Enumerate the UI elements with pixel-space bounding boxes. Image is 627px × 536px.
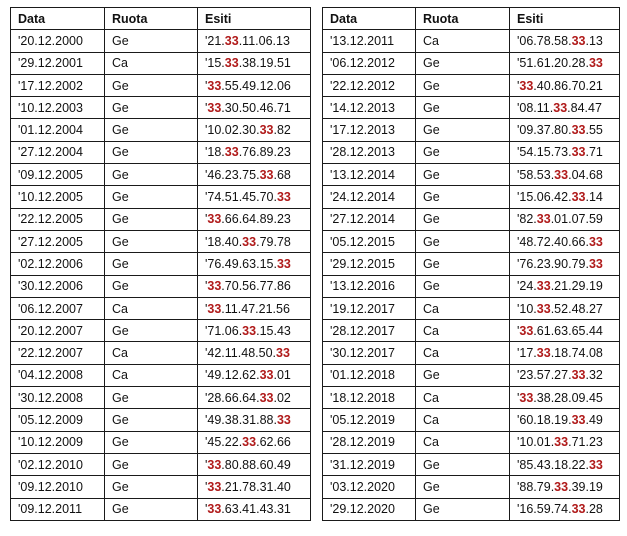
result-cell: '33.30.50.46.71 [198,97,311,119]
table-row [11,342,311,364]
date-cell: '17.12.2002 [11,74,105,96]
highlighted-number: 33 [588,56,603,71]
date-cell: '28.12.2013 [323,141,416,163]
table-row [323,164,620,186]
result-cell: '15.33.38.19.51 [198,52,311,74]
date-cell: '13.12.2016 [323,275,416,297]
date-cell: '22.12.2007 [11,342,105,364]
result-cell: '33.70.56.77.86 [198,275,311,297]
table-row [323,364,620,386]
highlighted-number: 33 [588,457,603,472]
highlighted-number: 33 [242,435,257,450]
wheel-cell: Ge [416,476,510,498]
highlighted-number: 33 [571,368,586,383]
date-cell: '30.12.2017 [323,342,416,364]
highlighted-number: 33 [259,167,274,182]
date-cell: '29.12.2020 [323,498,416,520]
result-cell: '24.33.21.29.19 [510,275,620,297]
table-row [323,409,620,431]
wheel-cell: Ge [105,498,198,520]
result-cell: '33.38.28.09.45 [510,387,620,409]
wheel-cell: Ge [416,52,510,74]
wheel-cell: Ge [105,387,198,409]
result-cell: '28.66.64.33.02 [198,387,311,409]
table-row [323,119,620,141]
date-cell: '14.12.2013 [323,97,416,119]
highlighted-number: 33 [276,346,290,361]
highlighted-number: 33 [588,256,603,271]
highlighted-number: 33 [519,390,534,405]
table-row [323,230,620,252]
wheel-cell: Ge [416,498,510,520]
table-row [323,498,620,520]
table-row [323,342,620,364]
table-row [11,409,311,431]
table-row [11,387,311,409]
table-row [11,453,311,475]
date-cell: '02.12.2010 [11,453,105,475]
wheel-cell: Ge [105,275,198,297]
wheel-cell: Ge [105,74,198,96]
date-cell: '06.12.2012 [323,52,416,74]
result-cell: '06.78.58.33.13 [510,30,620,52]
date-cell: '06.12.2007 [11,297,105,319]
result-cell: '54.15.73.33.71 [510,141,620,163]
result-cell: '10.33.52.48.27 [510,297,620,319]
wheel-cell: Ca [416,297,510,319]
highlighted-number: 33 [224,33,239,48]
date-cell: '17.12.2013 [323,119,416,141]
wheel-cell: Ge [416,97,510,119]
date-cell: '09.12.2010 [11,476,105,498]
wheel-cell: Ge [416,141,510,163]
highlighted-number: 33 [207,502,222,517]
result-cell: '49.12.62.33.01 [198,364,311,386]
result-cell: '33.80.88.60.49 [198,453,311,475]
date-cell: '05.12.2015 [323,230,416,252]
table-row [11,320,311,342]
lotto-table-right [322,7,620,521]
result-cell: '85.43.18.22.33 [510,453,620,475]
result-cell: '33.63.41.43.31 [198,498,311,520]
table-row [11,164,311,186]
result-cell: '10.01.33.71.23 [510,431,620,453]
date-cell: '04.12.2008 [11,364,105,386]
header-results: Esiti [198,8,311,30]
table-row [323,30,620,52]
date-cell: '27.12.2004 [11,141,105,163]
table-row [323,476,620,498]
result-cell: '42.11.48.50.33 [198,342,311,364]
result-cell: '46.23.75.33.68 [198,164,311,186]
wheel-cell: Ge [416,164,510,186]
highlighted-number: 33 [276,256,291,271]
result-cell: '33.21.78.31.40 [198,476,311,498]
result-cell: '33.11.47.21.56 [198,297,311,319]
wheel-cell: Ge [105,409,198,431]
wheel-cell: Ge [105,431,198,453]
wheel-cell: Ge [105,119,198,141]
wheel-cell: Ge [105,186,198,208]
wheel-cell: Ca [416,387,510,409]
table-body-right [323,30,620,521]
date-cell: '20.12.2000 [11,30,105,52]
header-row [323,8,620,30]
result-cell: '21.33.11.06.13 [198,30,311,52]
table-row [323,186,620,208]
result-cell: '23.57.27.33.32 [510,364,620,386]
result-cell: '09.37.80.33.55 [510,119,620,141]
result-cell: '60.18.19.33.49 [510,409,620,431]
wheel-cell: Ge [416,230,510,252]
date-cell: '30.12.2006 [11,275,105,297]
highlighted-number: 33 [554,167,569,182]
highlighted-number: 33 [242,323,257,338]
result-cell: '15.06.42.33.14 [510,186,620,208]
table-row [323,97,620,119]
highlighted-number: 33 [571,412,586,427]
result-cell: '45.22.33.62.66 [198,431,311,453]
highlighted-number: 33 [536,212,551,227]
highlighted-number: 33 [259,390,274,405]
table-row [323,297,620,319]
highlighted-number: 33 [207,100,222,115]
wheel-cell: Ge [105,253,198,275]
wheel-cell: Ca [105,342,198,364]
date-cell: '01.12.2004 [11,119,105,141]
date-cell: '24.12.2014 [323,186,416,208]
highlighted-number: 33 [536,279,551,294]
lotto-table-left [10,7,311,521]
result-cell: '74.51.45.70.33 [198,186,311,208]
date-cell: '03.12.2020 [323,476,416,498]
date-cell: '13.12.2014 [323,164,416,186]
highlighted-number: 33 [571,123,586,138]
date-cell: '05.12.2019 [323,409,416,431]
wheel-cell: Ge [105,476,198,498]
highlighted-number: 33 [259,123,274,138]
wheel-cell: Ge [416,253,510,275]
result-cell: '76.49.63.15.33 [198,253,311,275]
wheel-cell: Ge [105,97,198,119]
result-cell: '10.02.30.33.82 [198,119,311,141]
table-row [11,186,311,208]
highlighted-number: 33 [554,435,569,450]
date-cell: '27.12.2014 [323,208,416,230]
result-cell: '76.23.90.79.33 [510,253,620,275]
table-row [323,52,620,74]
date-cell: '22.12.2012 [323,74,416,96]
table-body-left [11,30,311,521]
date-cell: '27.12.2005 [11,230,105,252]
highlighted-number: 33 [207,301,222,316]
date-cell: '29.12.2001 [11,52,105,74]
result-cell: '51.61.20.28.33 [510,52,620,74]
result-cell: '33.61.63.65.44 [510,320,620,342]
table-row [11,364,311,386]
table-row [11,275,311,297]
result-cell: '88.79.33.39.19 [510,476,620,498]
result-cell: '16.59.74.33.28 [510,498,620,520]
date-cell: '20.12.2007 [11,320,105,342]
result-cell: '82.33.01.07.59 [510,208,620,230]
date-cell: '22.12.2005 [11,208,105,230]
result-cell: '58.53.33.04.68 [510,164,620,186]
table-row [11,431,311,453]
highlighted-number: 33 [571,502,586,517]
highlighted-number: 33 [207,78,222,93]
result-cell: '17.33.18.74.08 [510,342,620,364]
date-cell: '28.12.2019 [323,431,416,453]
header-wheel: Ruota [416,8,510,30]
table-row [323,453,620,475]
table-row [323,253,620,275]
highlighted-number: 33 [588,234,603,249]
header-date: Data [11,8,105,30]
highlighted-number: 33 [207,279,222,294]
date-cell: '18.12.2018 [323,387,416,409]
highlighted-number: 33 [276,412,291,427]
wheel-cell: Ge [416,208,510,230]
wheel-cell: Ge [105,208,198,230]
table-row [11,297,311,319]
table-row [11,141,311,163]
highlighted-number: 33 [207,457,222,472]
wheel-cell: Ge [105,141,198,163]
date-cell: '13.12.2011 [323,30,416,52]
highlighted-number: 33 [519,323,534,338]
wheel-cell: Ca [416,320,510,342]
wheel-cell: Ge [416,364,510,386]
result-cell: '18.33.76.89.23 [198,141,311,163]
table-row [11,230,311,252]
wheel-cell: Ca [105,364,198,386]
highlighted-number: 33 [224,145,239,160]
header-wheel: Ruota [105,8,198,30]
highlighted-number: 33 [224,56,239,71]
highlighted-number: 33 [571,145,586,160]
wheel-cell: Ge [105,453,198,475]
table-row [11,476,311,498]
wheel-cell: Ge [105,320,198,342]
table-row [323,387,620,409]
header-row [11,8,311,30]
wheel-cell: Ge [416,119,510,141]
result-cell: '33.66.64.89.23 [198,208,311,230]
wheel-cell: Ca [105,52,198,74]
result-cell: '71.06.33.15.43 [198,320,311,342]
date-cell: '10.12.2009 [11,431,105,453]
date-cell: '28.12.2017 [323,320,416,342]
highlighted-number: 33 [536,346,551,361]
wheel-cell: Ca [416,342,510,364]
highlighted-number: 33 [571,190,586,205]
date-cell: '30.12.2008 [11,387,105,409]
highlighted-number: 33 [207,212,222,227]
wheel-cell: Ge [416,275,510,297]
table-row [11,208,311,230]
date-cell: '31.12.2019 [323,453,416,475]
table-row [11,498,311,520]
wheel-cell: Ca [416,431,510,453]
wheel-cell: Ge [105,230,198,252]
result-cell: '33.40.86.70.21 [510,74,620,96]
table-row [323,431,620,453]
highlighted-number: 33 [276,190,291,205]
wheel-cell: Ca [416,30,510,52]
highlighted-number: 33 [553,100,568,115]
header-date: Data [323,8,416,30]
table-row [11,253,311,275]
highlighted-number: 33 [207,479,222,494]
date-cell: '29.12.2015 [323,253,416,275]
date-cell: '05.12.2009 [11,409,105,431]
highlighted-number: 33 [242,234,257,249]
table-row [11,74,311,96]
header-results: Esiti [510,8,620,30]
table-row [11,119,311,141]
wheel-cell: Ge [416,74,510,96]
highlighted-number: 33 [259,368,274,383]
table-row [323,141,620,163]
table-row [323,208,620,230]
highlighted-number: 33 [571,33,586,48]
date-cell: '02.12.2006 [11,253,105,275]
wheel-cell: Ge [105,30,198,52]
table-row [11,52,311,74]
date-cell: '01.12.2018 [323,364,416,386]
result-cell: '48.72.40.66.33 [510,230,620,252]
table-row [323,74,620,96]
table-row [11,30,311,52]
result-cell: '18.40.33.79.78 [198,230,311,252]
wheel-cell: Ge [105,164,198,186]
wheel-cell: Ca [416,409,510,431]
wheel-cell: Ca [105,297,198,319]
result-cell: '33.55.49.12.06 [198,74,311,96]
table-row [11,97,311,119]
date-cell: '19.12.2017 [323,297,416,319]
date-cell: '10.12.2005 [11,186,105,208]
wheel-cell: Ge [416,186,510,208]
wheel-cell: Ge [416,453,510,475]
date-cell: '09.12.2005 [11,164,105,186]
result-cell: '49.38.31.88.33 [198,409,311,431]
table-row [323,275,620,297]
date-cell: '09.12.2011 [11,498,105,520]
date-cell: '10.12.2003 [11,97,105,119]
highlighted-number: 33 [519,78,534,93]
highlighted-number: 33 [536,301,551,316]
highlighted-number: 33 [554,479,569,494]
result-cell: '08.11.33.84.47 [510,97,620,119]
table-row [323,320,620,342]
